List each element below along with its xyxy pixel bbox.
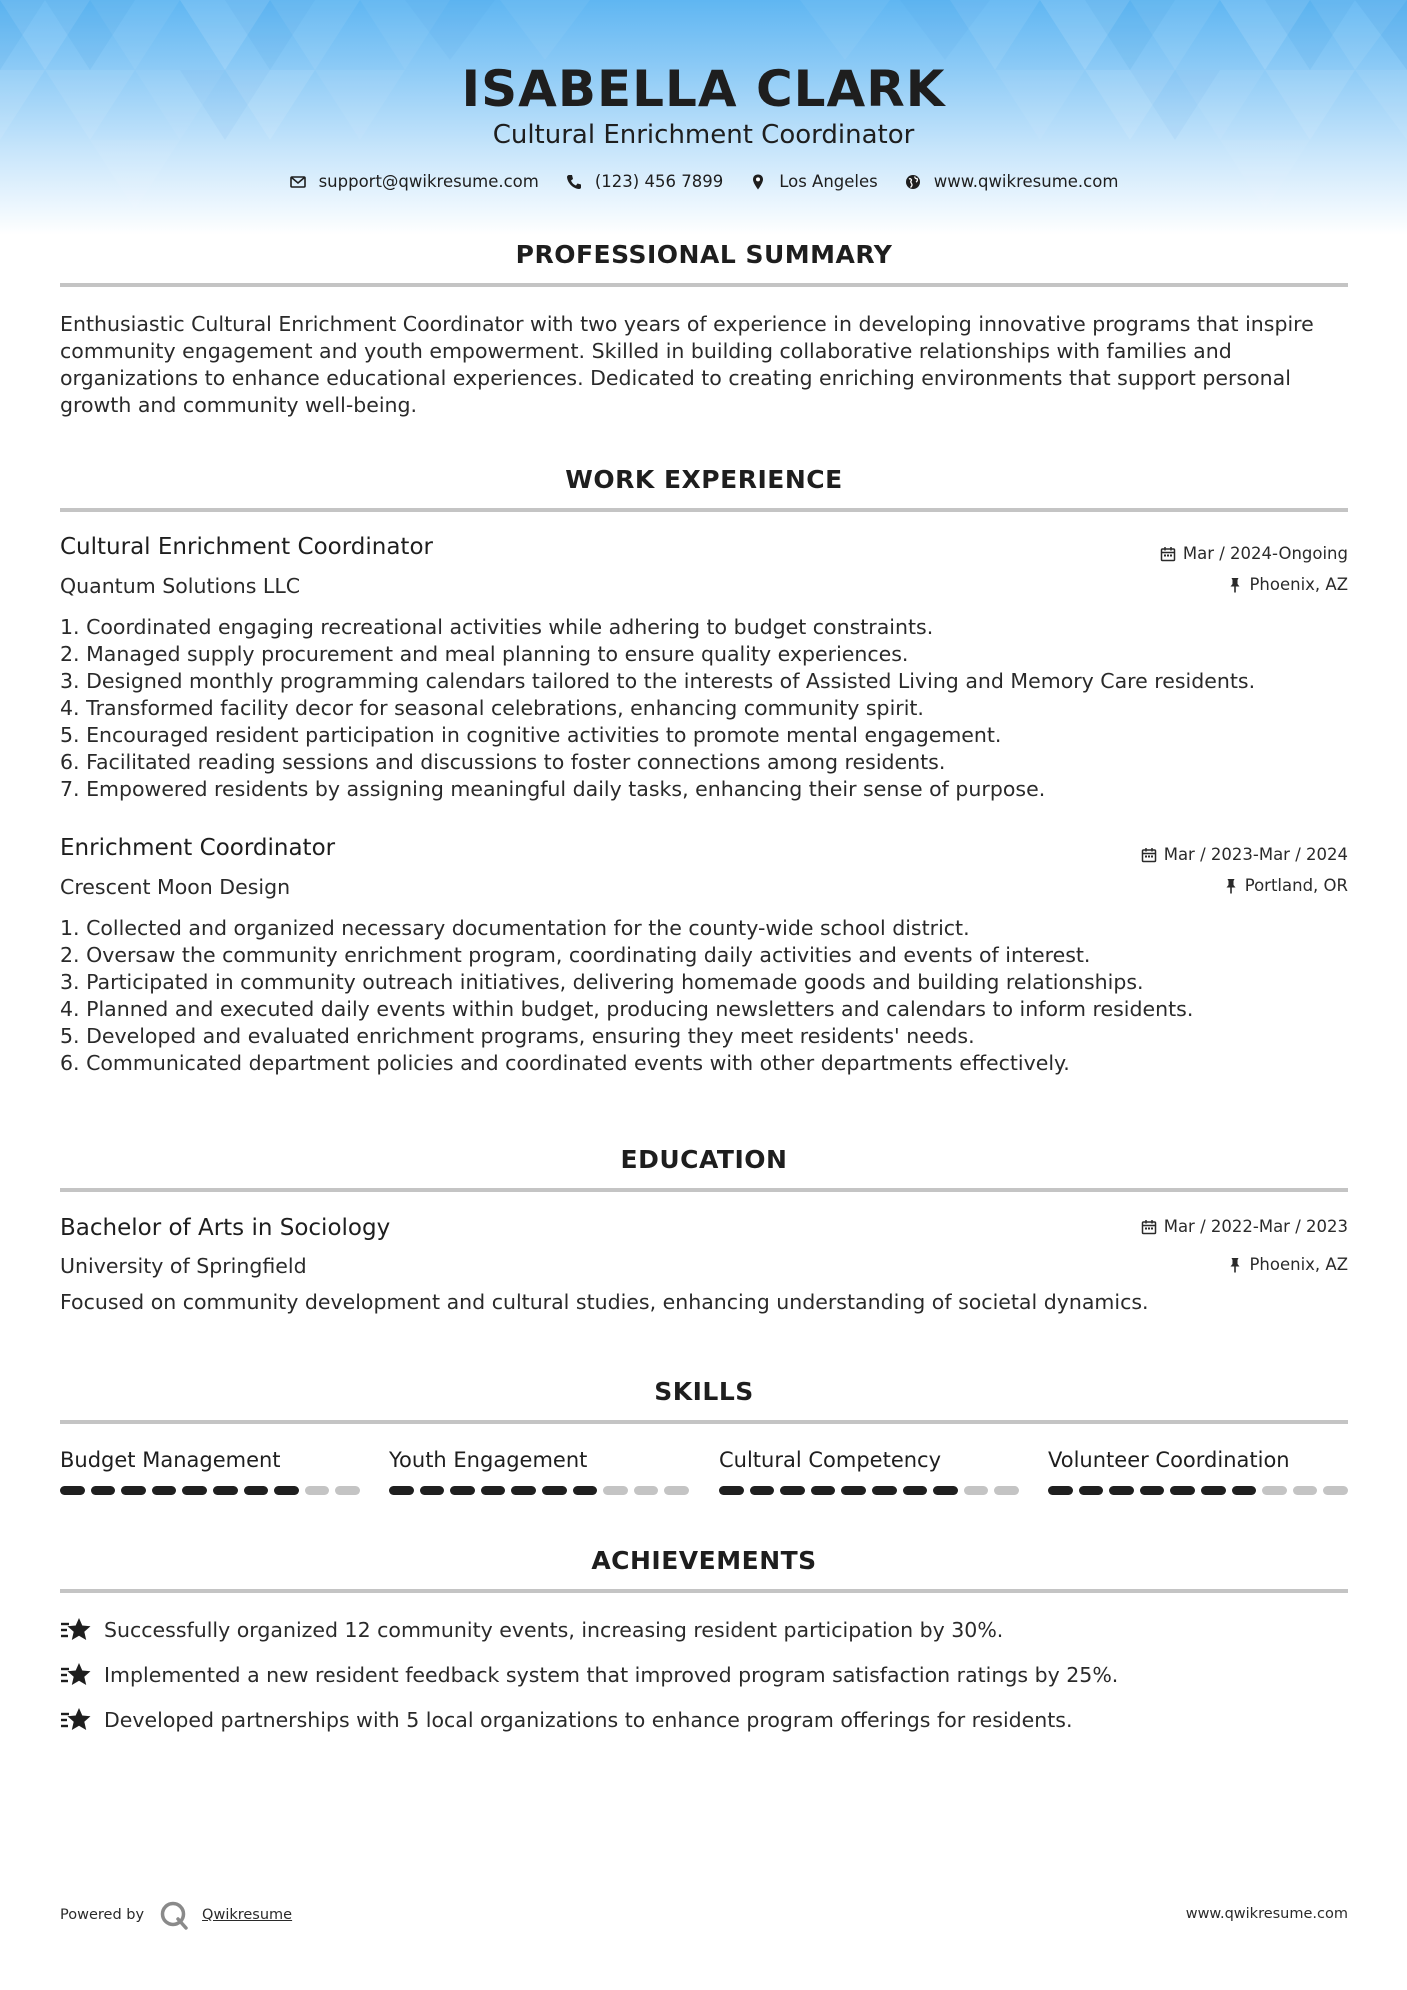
skill-level-segment: [1170, 1486, 1195, 1495]
star-icon: [60, 1706, 92, 1734]
footer-powered-by: [60, 1900, 292, 1930]
skill-level-segment: [811, 1486, 836, 1495]
skill-item: [389, 1448, 689, 1495]
map-pin-icon: [749, 173, 767, 191]
candidate-title: Cultural Enrichment Coordinator: [492, 120, 915, 150]
education-location: [1228, 1255, 1348, 1274]
achievements-heading: ACHIEVEMENTS: [591, 1546, 817, 1575]
website-text: www.qwikresume.com: [933, 172, 1119, 191]
contact-phone[interactable]: [565, 172, 723, 191]
list-item: 1. Coordinated engaging recreational activities while adhering to budget constraints.: [60, 615, 934, 639]
list-item: 7. Empowered residents by assigning meaningful daily tasks, enhancing their sense of purpose.: [60, 777, 1046, 801]
qwikresume-logo-icon: [159, 1900, 189, 1930]
phone-icon: [565, 173, 583, 191]
skill-level-segment: [450, 1486, 475, 1495]
skill-level-segment: [213, 1486, 238, 1495]
job-location-text: Phoenix, AZ: [1249, 575, 1348, 594]
education-dates: [1141, 1217, 1348, 1236]
calendar-icon: [1141, 1219, 1157, 1235]
skill-level-segment: [121, 1486, 146, 1495]
skill-level-segment: [933, 1486, 958, 1495]
skill-item: [1048, 1448, 1348, 1495]
contact-location: [749, 172, 878, 191]
job-location: [1228, 575, 1348, 594]
skill-level-bar: [719, 1486, 1019, 1495]
list-item: 6. Communicated department policies and coordinated events with other departments effectively.: [60, 1051, 1070, 1075]
job-title: Cultural Enrichment Coordinator: [60, 534, 433, 560]
job-dates-text: Mar / 2024-Ongoing: [1182, 544, 1348, 563]
achievement-item: [60, 1706, 1073, 1734]
skill-level-segment: [780, 1486, 805, 1495]
skill-level-segment: [1262, 1486, 1287, 1495]
calendar-icon: [1160, 546, 1176, 562]
skill-level-segment: [305, 1486, 330, 1495]
contact-website[interactable]: [904, 172, 1119, 191]
powered-by-label: Powered by: [60, 1907, 145, 1923]
skill-level-segment: [964, 1486, 989, 1495]
skill-level-segment: [1079, 1486, 1104, 1495]
skill-level-segment: [1323, 1486, 1348, 1495]
star-icon: [60, 1661, 92, 1689]
experience-divider: [60, 508, 1348, 512]
skill-level-bar: [389, 1486, 689, 1495]
skill-level-segment: [152, 1486, 177, 1495]
skill-level-segment: [750, 1486, 775, 1495]
skill-level-segment: [542, 1486, 567, 1495]
achievement-text: Implemented a new resident feedback system that improved program satisfaction ratings by 25%.: [104, 1663, 1119, 1687]
achievement-item: [60, 1616, 1003, 1644]
qwikresume-link[interactable]: Qwikresume: [202, 1907, 293, 1923]
education-location-text: Phoenix, AZ: [1249, 1255, 1348, 1274]
list-item: 6. Facilitated reading sessions and discussions to foster connections among residents.: [60, 750, 946, 774]
pushpin-icon: [1228, 1257, 1242, 1273]
skills-heading: SKILLS: [654, 1377, 754, 1406]
skill-level-segment: [994, 1486, 1019, 1495]
skill-level-segment: [841, 1486, 866, 1495]
skills-divider: [60, 1420, 1348, 1424]
skill-level-segment: [91, 1486, 116, 1495]
company-name: Quantum Solutions LLC: [60, 574, 301, 598]
skill-level-segment: [1048, 1486, 1073, 1495]
skill-level-segment: [1201, 1486, 1226, 1495]
job-title: Enrichment Coordinator: [60, 835, 336, 861]
skill-label: Cultural Competency: [719, 1448, 942, 1472]
skill-level-segment: [1140, 1486, 1165, 1495]
skill-level-segment: [244, 1486, 269, 1495]
skill-level-segment: [389, 1486, 414, 1495]
company-name: Crescent Moon Design: [60, 875, 291, 899]
list-item: 1. Collected and organized necessary documentation for the county-wide school district.: [60, 916, 970, 940]
skill-item: [60, 1448, 360, 1495]
summary-heading: PROFESSIONAL SUMMARY: [515, 240, 893, 269]
job-location: [1224, 876, 1348, 895]
skill-level-segment: [511, 1486, 536, 1495]
summary-divider: [60, 283, 1348, 287]
location-text: Los Angeles: [779, 172, 878, 191]
skill-level-segment: [481, 1486, 506, 1495]
education-dates-text: Mar / 2022-Mar / 2023: [1163, 1217, 1348, 1236]
achievement-item: [60, 1661, 1118, 1689]
skill-level-segment: [903, 1486, 928, 1495]
skill-level-segment: [634, 1486, 659, 1495]
footer-website[interactable]: www.qwikresume.com: [1185, 1906, 1348, 1922]
education-heading: EDUCATION: [620, 1145, 788, 1174]
header-banner: [0, 0, 1407, 235]
list-item: 5. Encouraged resident participation in cognitive activities to promote mental engagement.: [60, 723, 1002, 747]
skill-level-segment: [719, 1486, 744, 1495]
pushpin-icon: [1224, 878, 1238, 894]
skill-label: Youth Engagement: [389, 1448, 588, 1472]
job-dates: [1141, 845, 1348, 864]
skill-level-segment: [182, 1486, 207, 1495]
skill-label: Volunteer Coordination: [1048, 1448, 1290, 1472]
education-description: Focused on community development and cultural studies, enhancing understanding of societal dynamics.: [60, 1290, 1149, 1314]
calendar-icon: [1141, 847, 1157, 863]
job-bullets: [60, 915, 1350, 1077]
list-item: 3. Designed monthly programming calendars tailored to the interests of Assisted Living and Memory Care residents.: [60, 669, 1256, 693]
skill-level-segment: [420, 1486, 445, 1495]
skill-level-bar: [1048, 1486, 1348, 1495]
education-divider: [60, 1188, 1348, 1192]
list-item: 2. Managed supply procurement and meal planning to ensure quality experiences.: [60, 642, 909, 666]
skill-level-segment: [603, 1486, 628, 1495]
skill-level-segment: [1232, 1486, 1257, 1495]
experience-heading: WORK EXPERIENCE: [565, 465, 843, 494]
skill-level-segment: [1109, 1486, 1134, 1495]
summary-text: Enthusiastic Cultural Enrichment Coordinator with two years of experience in developing innovative programs that inspire community engagement and youth empowerment. Skilled in building collaborative relationships with families and organizations to enhance educational experiences. Dedicated to creating enriching environments that support personal growth and community well-being.: [60, 312, 1314, 417]
achievement-text: Successfully organized 12 community events, increasing resident participation by 30%.: [104, 1618, 1004, 1642]
pushpin-icon: [1228, 577, 1242, 593]
skill-level-segment: [872, 1486, 897, 1495]
skill-level-bar: [60, 1486, 360, 1495]
skill-level-segment: [1293, 1486, 1318, 1495]
achievement-text: Developed partnerships with 5 local organizations to enhance program offerings for residents.: [104, 1708, 1073, 1732]
school-name: University of Springfield: [60, 1254, 307, 1278]
achievements-divider: [60, 1589, 1348, 1593]
list-item: 2. Oversaw the community enrichment program, coordinating daily activities and events of interest.: [60, 943, 1091, 967]
list-item: 4. Transformed facility decor for seasonal celebrations, enhancing community spirit.: [60, 696, 924, 720]
job-location-text: Portland, OR: [1244, 876, 1348, 895]
skill-level-segment: [664, 1486, 689, 1495]
skill-item: [719, 1448, 1019, 1495]
star-icon: [60, 1616, 92, 1644]
degree-title: Bachelor of Arts in Sociology: [60, 1215, 391, 1241]
skill-label: Budget Management: [60, 1448, 281, 1472]
skill-level-segment: [573, 1486, 598, 1495]
job-bullets: [60, 614, 1350, 803]
job-dates: [1160, 544, 1348, 563]
list-item: 4. Planned and executed daily events within budget, producing newsletters and calendars to inform residents.: [60, 997, 1194, 1021]
skill-level-segment: [274, 1486, 299, 1495]
envelope-icon: [289, 173, 307, 191]
phone-text: (123) 456 7899: [594, 172, 724, 191]
email-text: support@qwikresume.com: [318, 172, 539, 191]
skill-level-segment: [335, 1486, 360, 1495]
job-dates-text: Mar / 2023-Mar / 2024: [1163, 845, 1348, 864]
skill-level-segment: [60, 1486, 85, 1495]
candidate-name: ISABELLA CLARK: [461, 60, 946, 118]
globe-icon: [904, 173, 922, 191]
contact-email[interactable]: [289, 172, 539, 191]
contact-bar: [0, 172, 1407, 191]
list-item: 5. Developed and evaluated enrichment programs, ensuring they meet residents' needs.: [60, 1024, 975, 1048]
list-item: 3. Participated in community outreach initiatives, delivering homemade goods and building relationships.: [60, 970, 1144, 994]
